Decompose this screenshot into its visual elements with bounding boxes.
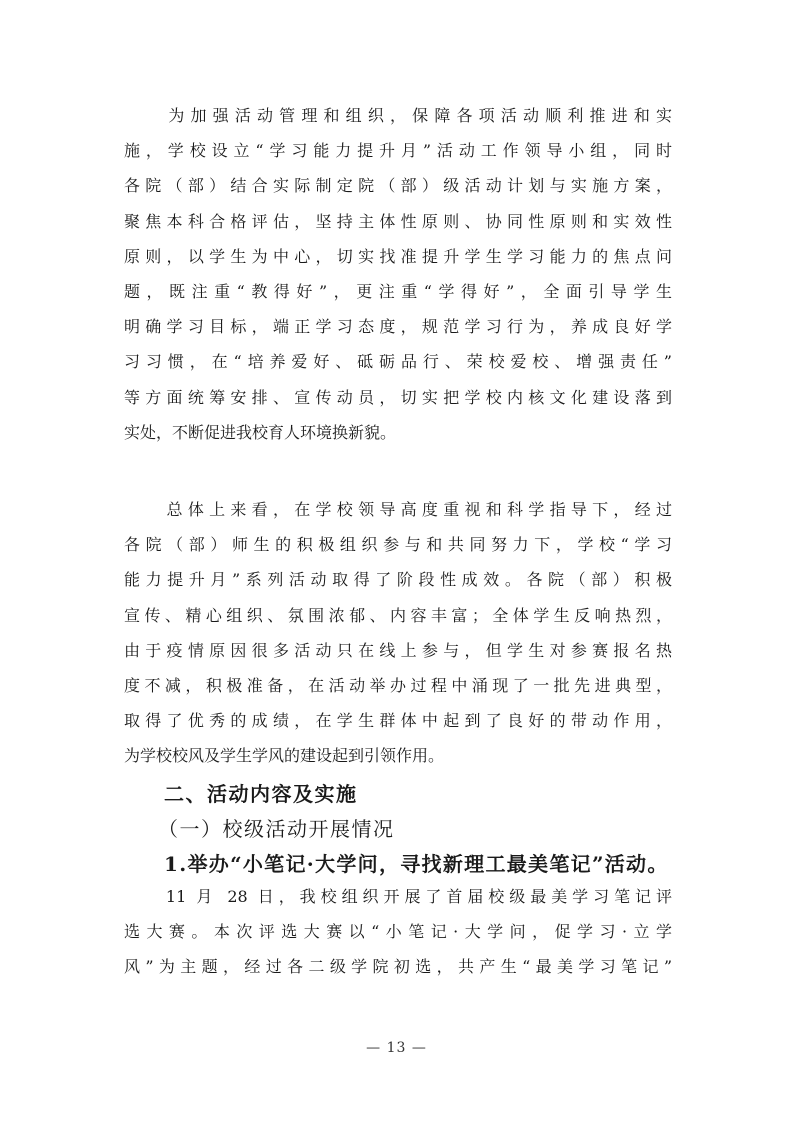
text-line: 选大赛。本次评选大赛以“小笔记·大学问，促学习·立学 (124, 922, 672, 942)
page-number: — 13 — (366, 1040, 427, 1056)
paragraph-notes-contest (124, 884, 672, 990)
text-line: 等方面统筹安排、宣传动员，切实把学校内核文化建设落到 (124, 387, 672, 407)
text-line: 宣传、精心组织、氛围浓郁、内容丰富；全体学生反响热烈， (124, 605, 672, 625)
text-line: 由于疫情原因很多活动只在线上参与，但学生对参赛报名热 (124, 640, 672, 660)
text-line: 习习惯，在“培养爱好、砥砺品行、荣校爱校、增强责任” (124, 352, 672, 372)
text-line: 聚焦本科合格评估，坚持主体性原则、协同性原则和实效性 (124, 211, 672, 231)
text-line: 能力提升月”系列活动取得了阶段性成效。各院（部）积极 (124, 570, 672, 590)
paragraph-overall-summary (124, 497, 672, 779)
subsection-heading: （一）校级活动开展情况 (158, 817, 395, 841)
text-line: 11 月 28 日，我校组织开展了首届校级最美学习笔记评 (124, 887, 672, 906)
text-line: 为加强活动管理和组织，保障各项活动顺利推进和实 (124, 106, 672, 125)
text-line: 施，学校设立“学习能力提升月”活动工作领导小组，同时 (124, 141, 672, 161)
text-line: 实处，不断促进我校育人环境换新貌。 (124, 422, 397, 442)
text-line: 原则，以学生为中心，切实找准提升学生学习能力的焦点问 (124, 246, 672, 266)
text-line: 取得了优秀的成绩，在学生群体中起到了良好的带动作用， (124, 711, 672, 731)
text-line: 各院（部）结合实际制定院（部）级活动计划与实施方案， (124, 176, 672, 196)
text-line: 度不减，积极准备，在活动举办过程中涌现了一批先进典型， (124, 675, 672, 695)
text-line: 明确学习目标，端正学习态度，规范学习行为，养成良好学 (124, 317, 672, 337)
item-heading: 1.举办“小笔记·大学问，寻找新理工最美笔记”活动。 (164, 852, 669, 876)
paragraph-activity-management (124, 103, 672, 455)
text-line: 风”为主题，经过各二级学院初选，共产生“最美学习笔记” (124, 957, 672, 977)
text-line: 为学校校风及学生学风的建设起到引领作用。 (124, 746, 445, 766)
text-line: 各院（部）师生的积极组织参与和共同努力下，学校“学习 (124, 535, 672, 555)
text-line: 总体上来看，在学校领导高度重视和科学指导下，经过 (124, 500, 672, 519)
text-line: 题，既注重“教得好”，更注重“学得好”，全面引导学生 (124, 281, 672, 301)
section-heading: 二、活动内容及实施 (164, 782, 358, 806)
